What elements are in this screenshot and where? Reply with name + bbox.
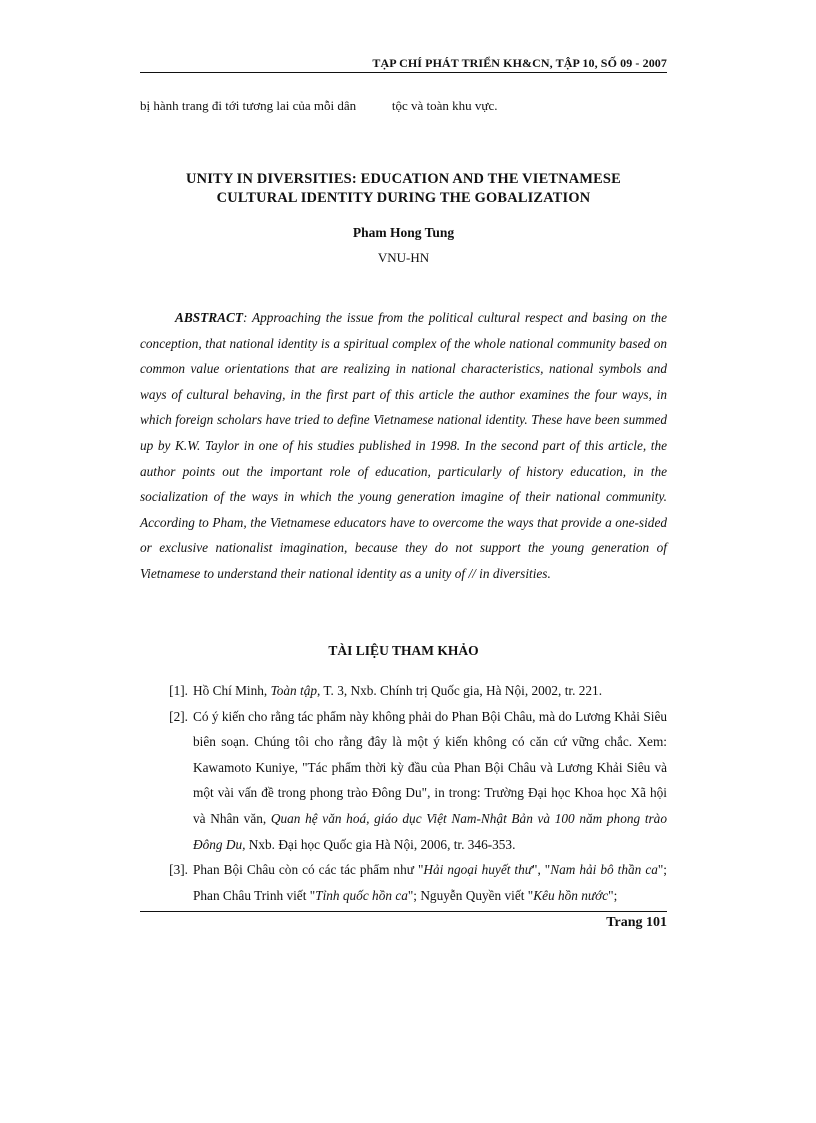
reference-item bbox=[140, 857, 667, 908]
reference-item bbox=[140, 704, 667, 858]
reference-number: [1]. bbox=[169, 683, 188, 698]
ref-text-segment: "; Nguyễn Quyền viết " bbox=[407, 887, 534, 903]
reference-text bbox=[193, 704, 667, 858]
reference-text bbox=[193, 857, 667, 908]
ref-text-segment: ", " bbox=[532, 862, 551, 878]
abstract-label: ABSTRACT bbox=[175, 310, 243, 325]
references-heading: TÀI LIỆU THAM KHẢO bbox=[328, 643, 479, 658]
author-name: Pham Hong Tung bbox=[352, 225, 455, 240]
article-title bbox=[140, 170, 667, 208]
ref-italic-title: Hải ngoại huyết thư bbox=[423, 862, 533, 878]
continuation-text: bị hành trang đi tới tương lai của mỗi dân tộc và toàn khu vực. bbox=[140, 98, 498, 113]
title-line-1: UNITY IN DIVERSITIES: EDUCATION AND THE VIETNAMESE bbox=[186, 171, 621, 187]
reference-item bbox=[140, 678, 667, 704]
ref-text-segment: , T. 3, Nxb. Chính trị Quốc gia, Hà Nội, 2002, tr. 221. bbox=[317, 683, 603, 698]
running-header: TẠP CHÍ PHÁT TRIỂN KH&CN, TẬP 10, SỐ 09 - 2007 bbox=[372, 56, 667, 70]
reference-number: [3]. bbox=[169, 862, 188, 878]
header-rule bbox=[140, 72, 667, 73]
ref-italic-title: Tỉnh quốc hồn ca bbox=[315, 887, 408, 903]
ref-italic-title: Toàn tập bbox=[270, 683, 318, 698]
reference-number: [2]. bbox=[169, 708, 188, 724]
page-number: Trang 101 bbox=[606, 915, 667, 930]
ref-italic-title: Nam hải bô thần ca bbox=[550, 862, 658, 878]
ref-text-segment: Hồ Chí Minh, bbox=[193, 683, 271, 698]
ref-text-segment: Nxb. Đại học Quốc gia Hà Nội, 2006, tr. 346-353. bbox=[245, 836, 516, 852]
references-list bbox=[140, 678, 667, 908]
footer-rule bbox=[140, 911, 667, 912]
ref-text-segment: Phan Bội Châu còn có các tác phẩm như " bbox=[193, 862, 424, 878]
abstract bbox=[140, 305, 667, 587]
ref-text-segment: Có ý kiến cho rằng tác phẩm này không phải do Phan Bội Châu, mà do Lương Khải Siêu biên soạn. Chúng tôi cho rằng đây là một ý kiến không có căn cứ vững chắc. Xem: Kawamoto Kuniye, "Tác phẩm thời kỳ đầu của Phan Bội Châu và Lương Khải Siêu và một vài vấn đề trong phong trào Đông Du", in trong: Trường Đại học Khoa học Xã hội và Nhân văn, bbox=[193, 708, 667, 826]
ref-text-segment: "; bbox=[608, 887, 618, 903]
ref-italic-title: Kêu hồn nước bbox=[533, 887, 609, 903]
title-line-2: CULTURAL IDENTITY DURING THE GOBALIZATION bbox=[216, 190, 591, 206]
abstract-text: : Approaching the issue from the political cultural respect and basing on the conception, that national identity is a spiritual complex of the whole national community based on common value orientations that are realizing in national characteristics, national symbols and ways of cultural behaving, in the first part of this article the author examines the four ways, in which foreign scholars have tried to define Vietnamese national identity. These have been summed up by K.W. Taylor in one of his studies published in 1998. In the second part of this article, the author points out the important role of education, particularly of history education, in the socialization of the ways in which the young generation imagine of their national community. According to Pham, the Vietnamese educators have to overcome the ways that provide a one-sided or exclusive nationalist imagination, because they do not support the young generation of Vietnamese to understand their national identity as a unity of // in diversities. bbox=[140, 310, 667, 581]
ref-italic-title: Quan hệ văn hoá, giáo dục Việt Nam-Nhật Bản và 100 năm phong trào Đông Du, bbox=[193, 810, 667, 852]
author-affiliation: VNU-HN bbox=[377, 250, 430, 265]
reference-text bbox=[193, 678, 667, 704]
ref-text-segment: "; Phan Châu Trinh viết " bbox=[193, 862, 667, 903]
